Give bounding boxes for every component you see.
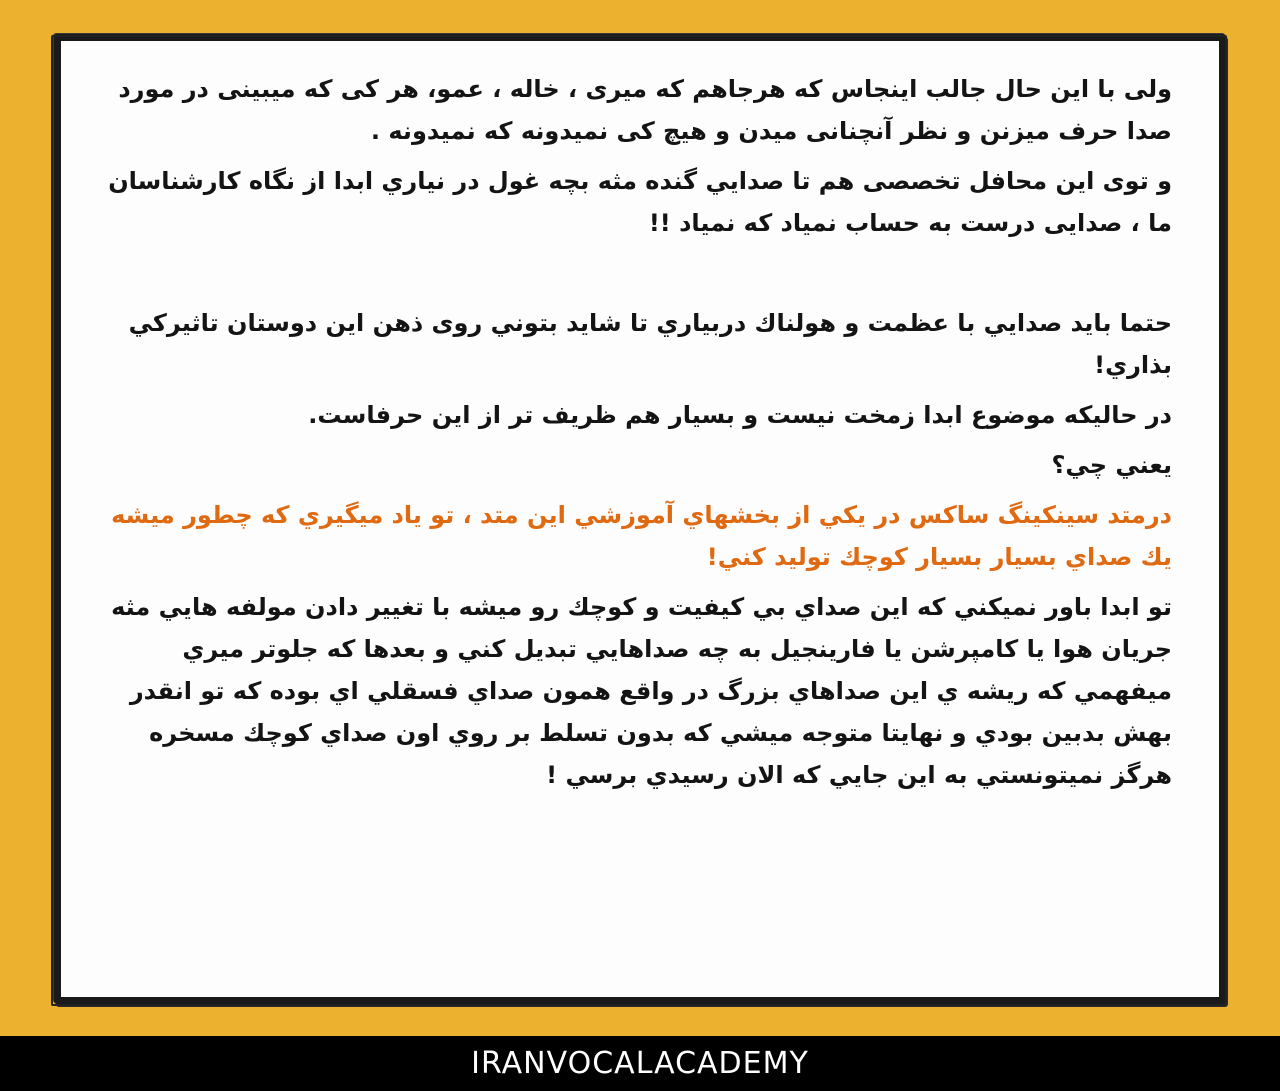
paragraph-subtle: در حاليكه موضوع ابدا زمخت نيست و بسيار هم ظريف تر از اين حرفاست. — [308, 401, 1172, 429]
spacer — [102, 252, 1172, 302]
text-card — [60, 40, 1220, 998]
paragraph-question: يعني چي؟ — [1051, 451, 1172, 479]
paragraph-intro: ولی با این حال جالب اینجاس که هرجاهم که میری ، خاله ، عمو، هر کی که میبینی در مورد صدا حرف میزنن و نظر آنچنانی میدن و هیچ کی نمیدونه که نمیدونه . — [118, 75, 1172, 145]
paragraph-experts: و توی این محافل تخصصی هم تا صدايي گنده مثه بچه غول در نياري ابدا از نگاه کارشناسان ما ، صدایی درست به حساب نمیاد که نمیاد !! — [108, 167, 1172, 237]
article-body — [102, 68, 1172, 796]
brand-label: IRANVOCALACADEMY — [471, 1046, 809, 1081]
footer-bar — [0, 1036, 1280, 1091]
paragraph-highlight: درمتد سينكينگ ساكس در يكي از بخشهاي آموزشي اين متد ، تو ياد ميگيري كه چطور ميشه يك صداي بسيار بسيار كوچك توليد كني! — [111, 501, 1172, 571]
paragraph-grandeur: حتما بايد صدايي با عظمت و هولناك دربياري تا شايد بتوني روی ذهن اين دوستان تاثيركي بذاري! — [128, 309, 1172, 379]
paragraph-conclusion: تو ابدا باور نميكني كه اين صداي بي كيفيت و كوچك رو ميشه با تغيير دادن مولفه هايي مثه جريان هوا يا كامپرشن يا فارينجيل به چه صداهايي تبديل كني و بعدها كه جلوتر ميري ميفهمي كه ريشه ي اين صداهاي بزرگ در واقع همون صداي فسقلي اي بوده كه تو انقدر بهش بدبين بودي و نهايتا متوجه ميشي كه بدون تسلط بر روي اون صداي كوچك مسخره هرگز نميتونستي به اين جايي كه الان رسيدي برسي ! — [111, 593, 1172, 789]
